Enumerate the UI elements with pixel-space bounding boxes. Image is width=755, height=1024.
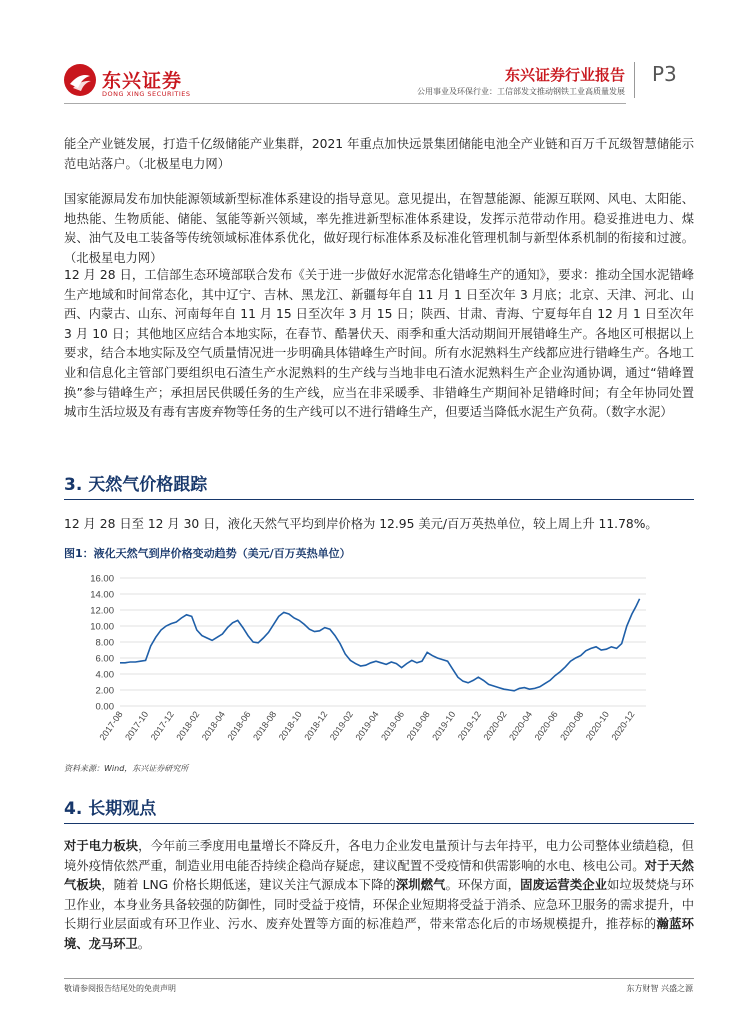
header-separator: [634, 62, 635, 98]
y-tick-label: 10.00: [90, 621, 114, 633]
highlight-shenzhen-gas: 深圳燃气: [395, 878, 446, 893]
paragraph-storage-industry: 能全产业链发展，打造千亿级储能产业集群，2021 年重点加快远景集团储能电池全产业链和百万千瓦级智慧储能示范电站落户。（北极星电力网）: [64, 137, 694, 171]
x-tick-label: 2018-12: [302, 709, 330, 743]
x-tick-label: 2017-08: [97, 709, 125, 743]
text-period: 。: [137, 936, 151, 951]
footer-disclaimer: 敬请参阅报告结尾处的免责声明: [64, 984, 176, 993]
page-header: [0, 0, 755, 105]
figure-title: 图1：液化天然气到岸价格变动趋势（美元/百万英热单位）: [64, 547, 351, 560]
series-line-lng-price: [120, 599, 640, 691]
report-subtitle: 公用事业及环保行业：工信部发文推动钢铁工业高质量发展: [417, 87, 625, 96]
paragraph-cement-production: 12 月 28 日，工信部生态环境部联合发布《关于进一步做好水泥常态化错峰生产的通知》，要求：推动全国水泥错峰生产地域和时间常态化，其中辽宁、吉林、黑龙江、新疆每年自 11 月 1 日至次年 3 月底；北京、天津、河北、山西、内蒙古、山东、河南每年自 11 月 15 日至次年 3 月 15 日；陕西、甘肃、青海、宁夏每年自 12 月 1 日至次年 3 月 10 日；其他地区应结合本地实际，在春节、酷暑伏天、雨季和重大活动期间开展错峰生产。各地区可根据以上要求，结合本地实际及空气质量情况进一步明确具体错峰生产时间。所有水泥熟料生产线都应进行错峰生产。各地工业和信息化主管部门要组织电石渣生产水泥熟料的生产线与当地非电石渣水泥熟料生产企业沟通协调，通过“错峰置换”参与错峰生产；承担居民供暖任务的生产线，应当在非采暖季、非错峰生产期间补足错峰时间；有全年协同处置城市生活垃圾及有毒有害废弃物等任务的生产线可以不进行错峰生产，但要适当降低水泥生产负荷。（数字水泥）: [64, 268, 694, 420]
logo-text-en: DONG XING SECURITIES: [102, 90, 191, 98]
logo-icon: [64, 64, 96, 96]
x-tick-label: 2020-10: [583, 709, 611, 743]
x-tick-label: 2018-10: [276, 709, 304, 743]
footer-rule: [64, 978, 694, 979]
y-tick-label: 0.00: [95, 701, 114, 713]
x-tick-label: 2017-10: [123, 709, 151, 743]
text-gas-sector: ，随着 LNG 价格长期低迷，建议关注气源成本下降的: [101, 878, 396, 893]
x-tick-label: 2020-12: [609, 709, 637, 743]
footer-slogan: 东方财智 兴盛之源: [626, 984, 693, 993]
x-tick-label: 2020-06: [532, 709, 560, 743]
x-tick-label: 2020-02: [481, 709, 509, 743]
x-tick-label: 2017-12: [148, 709, 176, 743]
section-rule: [64, 823, 694, 824]
x-tick-label: 2019-10: [430, 709, 458, 743]
logo-text-cn: 东兴证券: [102, 70, 183, 92]
data-source: 资料来源：Wind，东兴证券研究所: [64, 764, 189, 773]
section-heading-long-term-view: 4. 长期观点: [64, 799, 157, 819]
gas-price-summary: 12 月 28 日至 12 月 30 日，液化天然气平均到岸价格为 12.95 美元/百万英热单位，较上周上升 11.78%。: [64, 517, 658, 531]
report-type-title: 东兴证券行业报告: [504, 66, 625, 84]
chart-x-axis: [98, 709, 637, 742]
chart-gridlines: [120, 578, 646, 706]
paragraph-long-term-view: [64, 837, 694, 955]
y-tick-label: 14.00: [90, 589, 114, 601]
paragraph-energy-standards: 国家能源局发布加快能源领域新型标准体系建设的指导意见。意见提出，在智慧能源、能源互联网、风电、太阳能、地热能、生物质能、储能、氢能等新兴领域，率先推进新型标准体系建设，发挥示范带动作用。稳妥推进电力、煤炭、油气及电工装备等传统领域标准体系优化，做好现行标准体系及标准化管理机制与新型体系机制的衔接和过渡。（北极星电力网）: [64, 192, 694, 265]
x-tick-label: 2018-08: [251, 709, 279, 743]
x-tick-label: 2019-12: [455, 709, 483, 743]
y-tick-label: 12.00: [90, 605, 114, 617]
x-tick-label: 2019-04: [353, 709, 381, 743]
x-tick-label: 2019-08: [404, 709, 432, 743]
y-tick-label: 6.00: [95, 653, 114, 665]
x-tick-label: 2019-06: [379, 709, 407, 743]
header-rule: [64, 103, 626, 104]
text-environment: 。环保方面，: [445, 878, 521, 893]
x-tick-label: 2018-06: [225, 709, 253, 743]
section-rule: [64, 499, 694, 500]
chart-y-axis: [90, 574, 114, 713]
y-tick-label: 16.00: [90, 573, 114, 585]
page-number: P3: [652, 62, 677, 86]
bold-solid-waste: 固废运营类企业: [520, 878, 608, 893]
y-tick-label: 4.00: [95, 669, 114, 681]
x-tick-label: 2019-02: [327, 709, 356, 743]
text-solid-waste: 如垃圾焚烧与环卫作业，本身业务具备较强的防御性，同时受益于疫情，环保企业短期将受益于消杀、应急环卫服务的需求提升，中长期行业层面或有环卫作业、污水、废弃处置等方面的标准趋严，带来常态化后的市场规模提升，推荐标的: [64, 878, 694, 932]
y-tick-label: 2.00: [95, 685, 114, 697]
text-power-sector: ，今年前三季度用电量增长不降反升，各电力企业发电量预计与去年持平，电力公司整体业绩趋稳，但境外疫情依然严重，制造业用电能否持续企稳尚存疑虑，建议配置不受疫情和供需影响的水电、核电公司。: [64, 839, 694, 873]
y-tick-label: 8.00: [95, 637, 114, 649]
company-logo: [64, 64, 194, 104]
x-tick-label: 2020-04: [507, 709, 535, 743]
section-heading-gas-price: 3. 天然气价格跟踪: [64, 475, 208, 495]
lng-price-chart: [64, 566, 654, 756]
x-tick-label: 2018-04: [199, 709, 228, 743]
highlight-recommended-stocks: 瀚蓝环境、龙马环卫: [64, 917, 694, 951]
bold-power-sector: 对于电力板块: [64, 839, 139, 853]
x-tick-label: 2018-02: [174, 709, 202, 743]
bold-gas-sector: 对于天然气板块: [64, 858, 694, 893]
x-tick-label: 2020-08: [558, 709, 586, 743]
